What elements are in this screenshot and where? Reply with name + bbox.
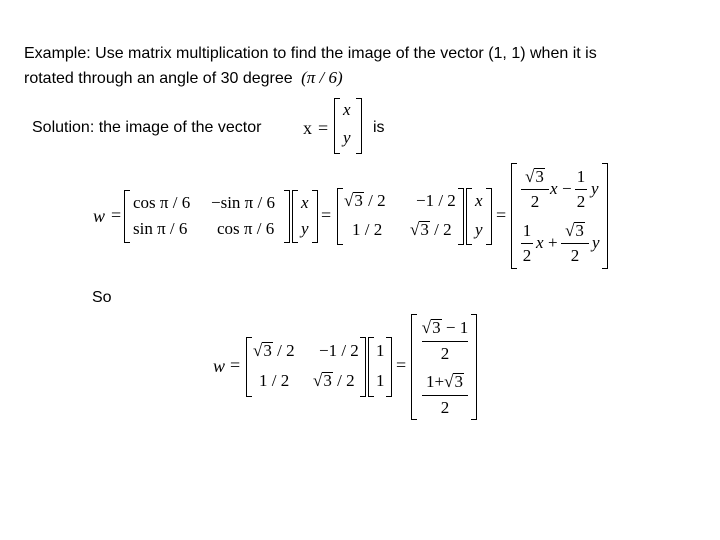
fraction-denominator: 2 <box>570 246 580 265</box>
w-symbol: w <box>93 206 106 226</box>
intro-line-2-text: rotated through an angle of 30 degree <box>24 70 293 87</box>
x-variable: x <box>550 179 558 198</box>
is-text: is <box>373 119 385 136</box>
vector-y-entry: y <box>343 128 351 147</box>
so-text: So <box>92 289 112 306</box>
fraction-numerator: √3 <box>565 221 584 240</box>
xy-column-vector <box>466 188 492 245</box>
matrix-entry-a11: √3 / 2 <box>344 191 386 210</box>
sqrt-radicand: 3 <box>323 371 332 390</box>
sqrt-radicand: 3 <box>354 191 363 210</box>
fraction-numerator: √3 <box>525 167 544 186</box>
sqrt-radicand: 3 <box>420 220 429 239</box>
fraction-denominator: 2 <box>576 192 586 211</box>
w-symbol: w <box>213 356 226 376</box>
matrix-entry-a11: √3 / 2 <box>253 341 295 360</box>
fraction-denominator: 2 <box>530 192 540 211</box>
result-matrix-numeric <box>411 314 477 420</box>
matrix-entry-a21: sin π / 6 <box>133 219 188 238</box>
matrix-entry-tail: / 2 <box>363 191 386 210</box>
fraction-bar <box>521 243 533 244</box>
fraction-denominator: 2 <box>522 246 532 265</box>
vector-xy-matrix <box>334 98 362 154</box>
equals-sign: = <box>496 205 507 225</box>
matrix-entry-tail: / 2 <box>429 220 452 239</box>
vector-x-entry: x <box>343 100 351 119</box>
sqrt-radicand: 3 <box>432 318 441 337</box>
sqrt-radicand: 3 <box>454 372 463 391</box>
matrix-entry-a12: −sin π / 6 <box>211 193 275 212</box>
xy-column-vector <box>292 190 318 243</box>
matrix-entry-tail: / 2 <box>272 341 295 360</box>
fraction-denominator: 2 <box>440 344 450 363</box>
vector-y-entry: y <box>301 219 309 238</box>
rotation-matrix-numeric <box>246 337 366 397</box>
matrix-entry-a11: cos π / 6 <box>133 193 191 212</box>
vector-x-entry: x <box>301 193 309 212</box>
y-variable: y <box>592 233 600 252</box>
intro-line-1: Example: Use matrix multiplication to find the image of the vector (1, 1) when it is <box>24 45 597 62</box>
fraction-numerator: 1 <box>576 167 586 186</box>
fraction-numerator: √3 − 1 <box>421 318 469 337</box>
fraction-bar <box>422 341 468 342</box>
matrix-entry-a22: cos π / 6 <box>217 219 275 238</box>
matrix-entry-a12: −1 / 2 <box>416 191 456 210</box>
matrix-entry-a12: −1 / 2 <box>319 341 359 360</box>
vector-y-entry: y <box>475 220 483 239</box>
unit-column-vector <box>368 337 392 397</box>
matrix-entry-a22: √3 / 2 <box>313 371 355 390</box>
fraction-bar <box>575 189 587 190</box>
matrix-entry-tail: / 2 <box>332 371 355 390</box>
numerator-tail: − 1 <box>441 318 469 337</box>
equals-sign: = <box>230 355 241 375</box>
equals-sign: = <box>318 118 329 138</box>
numerator-head: 1+ <box>426 372 445 391</box>
x-variable: x <box>536 233 544 252</box>
fraction-bar <box>422 395 468 396</box>
fraction-denominator: 2 <box>440 398 450 417</box>
solution-text: Solution: the image of the vector <box>32 119 262 136</box>
vector-x-entry: x <box>475 191 483 210</box>
sqrt-radicand: 3 <box>575 221 584 240</box>
matrix-entry-a21: 1 / 2 <box>352 220 383 239</box>
plus-sign: + <box>548 233 558 252</box>
equals-sign: = <box>396 355 407 375</box>
fraction-bar <box>561 243 589 244</box>
equals-sign: = <box>321 205 332 225</box>
fraction-bar <box>521 189 549 190</box>
sqrt-radicand: 3 <box>535 167 544 186</box>
matrix-entry-a22: √3 / 2 <box>410 220 452 239</box>
y-variable: y <box>591 179 599 198</box>
result-matrix-symbolic <box>511 163 608 269</box>
matrix-entry-a21: 1 / 2 <box>259 371 290 390</box>
rotation-matrix-symbolic <box>124 190 290 243</box>
fraction-numerator: 1+√3 <box>426 372 463 391</box>
fraction-numerator: 1 <box>522 221 532 240</box>
rotation-matrix-numeric <box>337 188 464 245</box>
minus-sign: − <box>562 179 572 198</box>
vector-entry-2: 1 <box>376 371 385 390</box>
equals-sign: = <box>111 205 122 225</box>
vector-entry-1: 1 <box>376 341 385 360</box>
intro-line-2 <box>24 68 343 89</box>
sqrt-radicand: 3 <box>263 341 272 360</box>
angle-expression: (π / 6) <box>301 68 343 87</box>
vector-x-label: x <box>303 118 312 138</box>
